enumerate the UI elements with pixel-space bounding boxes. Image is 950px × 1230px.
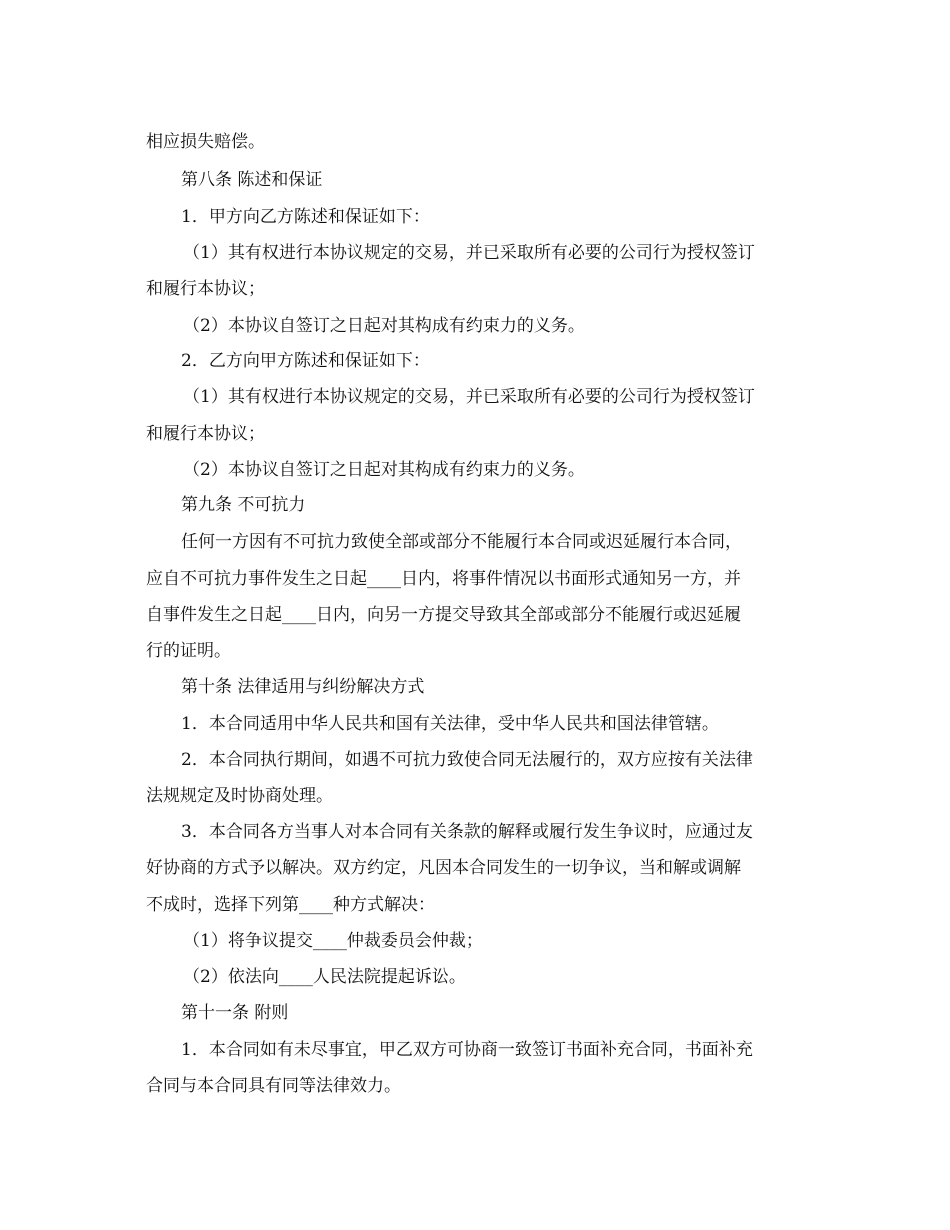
text-line: （1）其有权进行本协议规定的交易，并已采取所有必要的公司行为授权签订: [183, 243, 755, 263]
text-line: （2）依法向____人民法院提起诉讼。: [183, 967, 466, 987]
text-line: （2）本协议自签订之日起对其构成有约束力的义务。: [183, 316, 585, 336]
text-line: 任何一方因有不可抗力致使全部或部分不能履行本合同或迟延履行本合同，: [181, 532, 742, 552]
text-line: 合同与本合同具有同等法律效力。: [146, 1076, 401, 1096]
text-line: 1．本合同如有未尽事宜，甲乙双方可协商一致签订书面补充合同，书面补充: [181, 1040, 753, 1060]
text-line: 2．乙方向甲方陈述和保证如下：: [181, 351, 430, 371]
text-line: 自事件发生之日起____日内，向另一方提交导致其全部或部分不能履行或迟延履: [146, 605, 741, 625]
article-heading: 第八条 陈述和保证: [181, 170, 323, 190]
text-line: 3．本合同各方当事人对本合同有关条款的解释或履行发生争议时，应通过友: [181, 822, 753, 842]
text-line: 和履行本协议；: [146, 424, 265, 444]
text-line: 1．本合同适用中华人民共和国有关法律，受中华人民共和国法律管辖。: [181, 714, 719, 734]
text-line: 和履行本协议；: [146, 279, 265, 299]
text-line: （1）其有权进行本协议规定的交易，并已采取所有必要的公司行为授权签订: [183, 387, 755, 407]
text-line: 相应损失赔偿。: [146, 132, 265, 152]
text-line: 法规规定及时协商处理。: [146, 786, 333, 806]
text-line: 好协商的方式予以解决。双方约定，凡因本合同发生的一切争议，当和解或调解: [146, 858, 741, 878]
text-line: 2．本合同执行期间，如遇不可抗力致使合同无法履行的，双方应按有关法律: [181, 750, 753, 770]
text-line: （1）将争议提交____仲裁委员会仲裁；: [183, 931, 483, 951]
text-line: 不成时，选择下列第____种方式解决：: [146, 895, 435, 915]
text-line: （2）本协议自签订之日起对其构成有约束力的义务。: [183, 460, 585, 480]
article-heading: 第九条 不可抗力: [181, 495, 306, 515]
text-line: 1．甲方向乙方陈述和保证如下：: [181, 207, 430, 227]
article-heading: 第十条 法律适用与纠纷解决方式: [181, 677, 425, 697]
text-line: 应自不可抗力事件发生之日起____日内，将事件情况以书面形式通知另一方，并: [146, 569, 741, 589]
article-heading: 第十一条 附则: [181, 1003, 289, 1023]
text-line: 行的证明。: [146, 641, 231, 661]
